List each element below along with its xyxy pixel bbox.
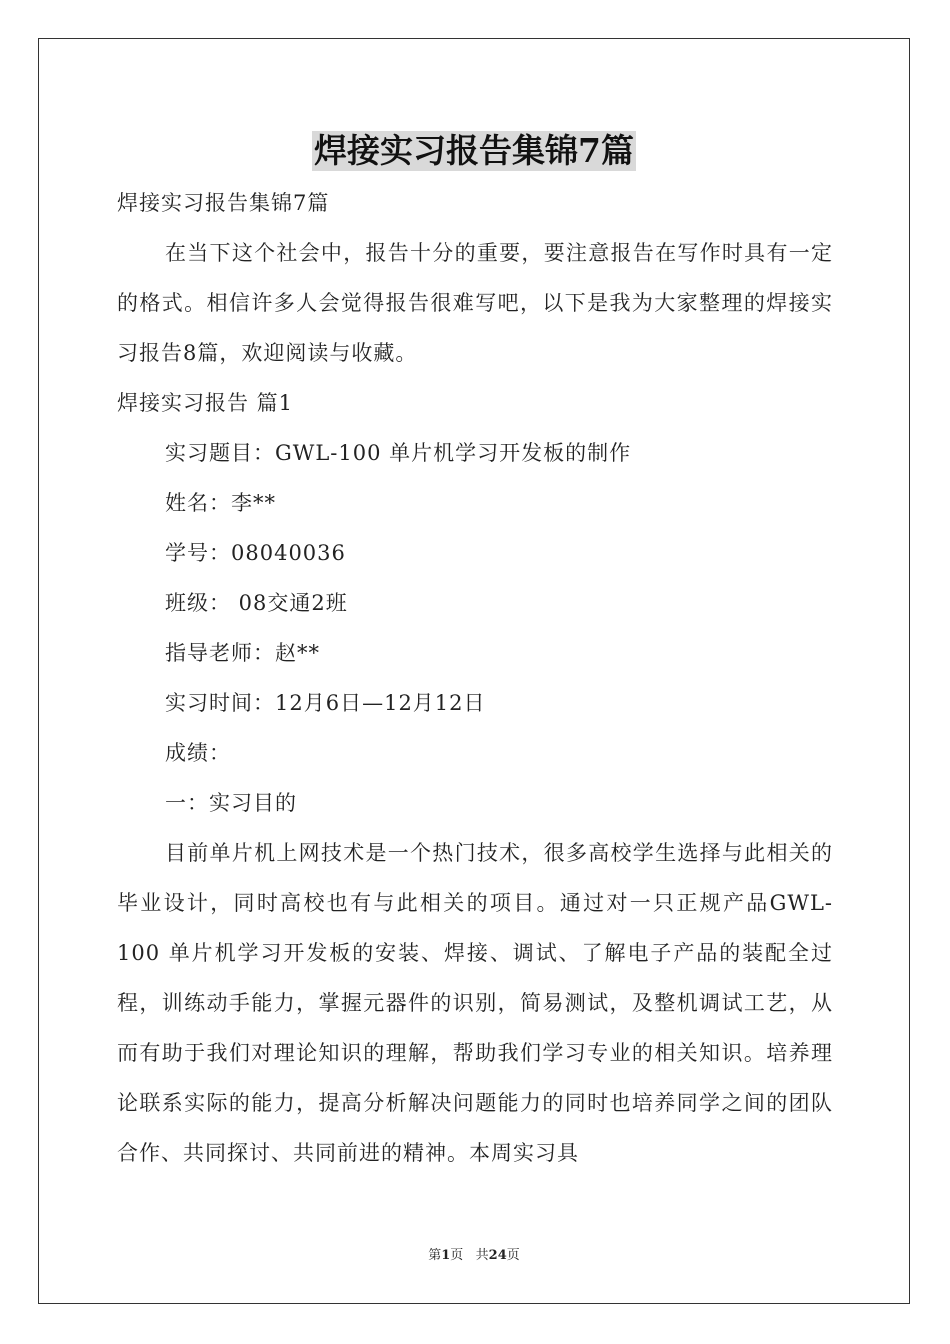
document-page (38, 38, 910, 1304)
field-student-id: 学号：08040036 (165, 541, 346, 565)
title-wrap (39, 131, 909, 171)
field-time: 实习时间：12月6日—12月12日 (165, 691, 486, 715)
footer-suffix: 页 (506, 1248, 520, 1263)
field-name: 姓名：李** (165, 491, 276, 515)
footer-mid: 页 共 (450, 1248, 489, 1263)
field-topic: 实习题目：GWL-100 单片机学习开发板的制作 (165, 441, 632, 465)
footer-current-page: 1 (441, 1248, 451, 1263)
body-paragraph: 目前单片机上网技术是一个热门技术，很多高校学生选择与此相关的毕业设计，同时高校也有与此相关的项目。通过对一只正规产品GWL-100 单片机学习开发板的安装、焊接、调试、了解电子产品的装配全过程，训练动手能力，掌握元器件的识别，简易测试，及整机调试工艺，从而有助于我们对理论知识的理解，帮助我们学习专业的相关知识。培养理论联系实际的能力，提高分析解决问题能力的同时也培养同学之间的团队合作、共同探讨、共同前进的精神。本周实习具 (117, 841, 833, 1165)
field-class: 班级： 08交通2班 (165, 591, 348, 615)
document-body (117, 178, 833, 1178)
footer-total-pages: 24 (488, 1248, 507, 1263)
document-title: 焊接实习报告集锦7篇 (314, 131, 634, 170)
document-subtitle: 焊接实习报告集锦7篇 (117, 191, 330, 215)
section-heading: 焊接实习报告 篇1 (117, 391, 294, 415)
footer-prefix: 第 (428, 1248, 442, 1263)
field-instructor: 指导老师：赵** (165, 641, 320, 665)
page-footer (39, 1244, 909, 1263)
field-grade: 成绩： (165, 741, 231, 765)
section-purpose-heading: 一：实习目的 (165, 791, 297, 815)
intro-paragraph: 在当下这个社会中，报告十分的重要，要注意报告在写作时具有一定的格式。相信许多人会觉得报告很难写吧，以下是我为大家整理的焊接实习报告8篇，欢迎阅读与收藏。 (117, 241, 833, 365)
